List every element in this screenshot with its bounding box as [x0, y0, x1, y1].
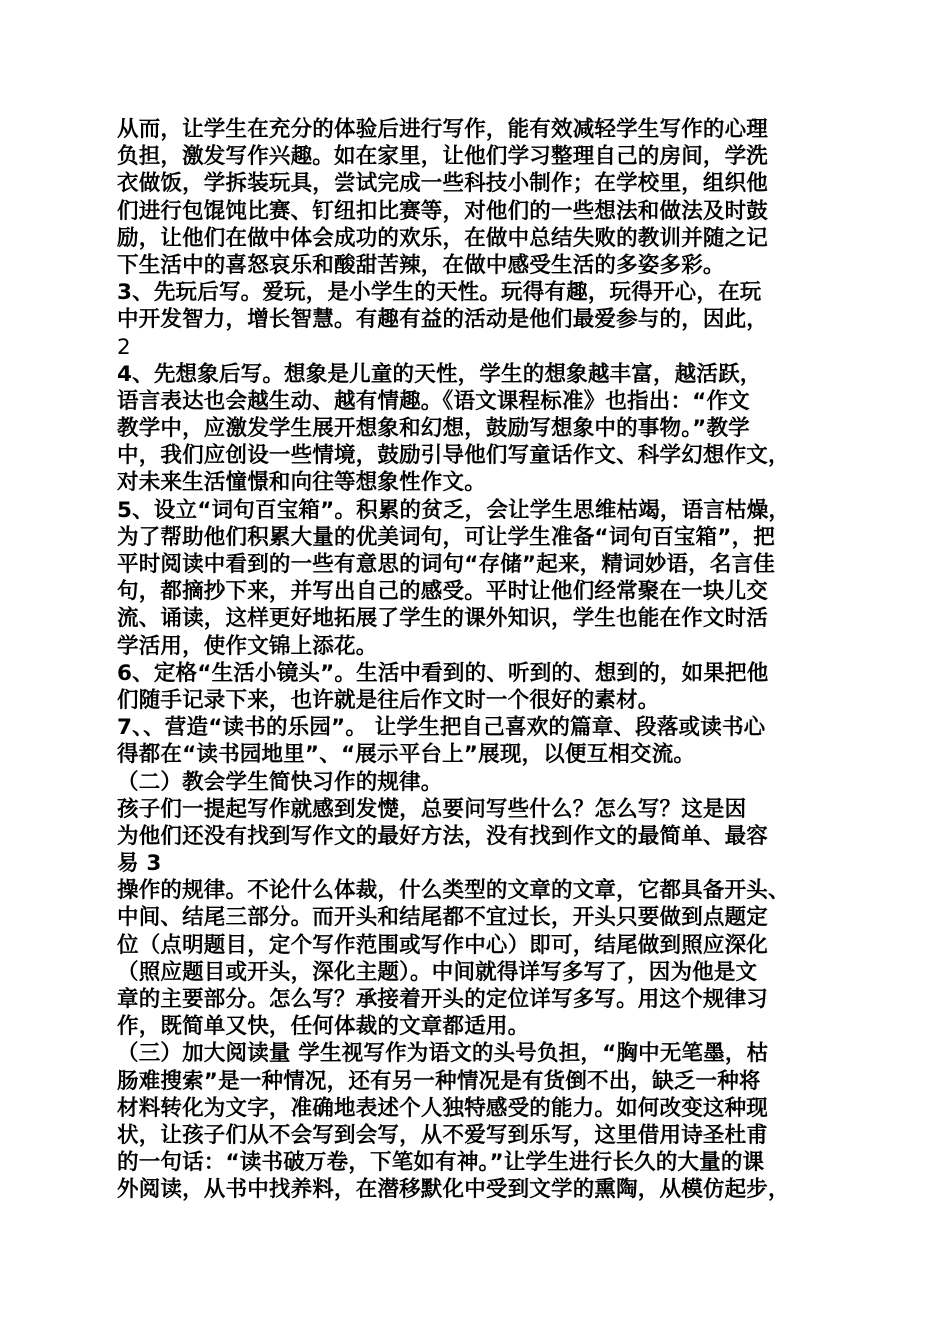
text-line: 句，都摘抄下来，并写出自己的感受。平时让他们经常聚在一块儿交	[117, 579, 769, 605]
text-line: 材料转化为文字，准确地表述个人独特感受的能力。如何改变这种现	[117, 1095, 769, 1121]
text-line: 章的主要部分。怎么写？承接着开头的定位详写多写。用这个规律习	[117, 987, 769, 1012]
text-line: 易 3	[117, 851, 162, 877]
text-line: 下生活中的喜怒哀乐和酸甜苦辣，在做中感受生活的多姿多彩。	[117, 252, 725, 278]
text-line: 3、先玩后写。爱玩，是小学生的天性。玩得有趣，玩得开心，在玩	[117, 280, 762, 306]
text-line: 流、诵读，这样更好地拓展了学生的课外知识，学生也能在作文时活	[117, 606, 769, 632]
text-line: 们随手记录下来，也许就是往后作文时一个很好的素材。	[117, 687, 660, 713]
text-line: 外阅读，从书中找养料，在潜移默化中受到文学的熏陶，从模仿起步，	[117, 1177, 790, 1203]
text-line: 语言表达也会越生动、越有情趣。《语文课程标准》也指出：“作文	[117, 388, 750, 414]
text-line: 肠难搜索”是一种情况，还有另一种情况是有货倒不出，缺乏一种将	[117, 1068, 761, 1094]
page-number: 2	[117, 334, 131, 360]
text-line: 衣做饭，学拆装玩具，尝试完成一些科技小制作；在学校里，组织他	[117, 171, 769, 197]
section-heading: （二）教会学生简快习作的规律。	[117, 769, 443, 795]
text-line: 对未来生活憧憬和向往等想象性作文。	[117, 470, 486, 496]
text-line: 状，让孩子们从不会写到会写，从不爱写到乐写，这里借用诗圣杜甫	[117, 1122, 769, 1148]
text-line: （照应题目或开头，深化主题）。中间就得详写多写了，因为他是文	[117, 959, 758, 985]
text-line: 学活用，使作文锦上添花。	[117, 633, 378, 659]
text-line: 平时阅读中看到的一些有意思的词句“存储”起来，精词妙语，名言佳	[117, 552, 775, 577]
text-line: 为了帮助他们积累大量的优美词句，可让学生准备“词句百宝箱”，把	[117, 524, 775, 550]
text-line: 中，我们应创设一些情境，鼓励引导他们写童话作文、科学幻想作文，	[117, 443, 790, 469]
text-line: 操作的规律。不论什么体裁，什么类型的文章的文章，它都具备开头、	[117, 878, 790, 904]
text-line: 负担，激发写作兴趣。如在家里，让他们学习整理自己的房间，学洗	[117, 144, 769, 170]
text-line: 5、设立“词句百宝箱”。积累的贫乏，会让学生思维枯竭，语言枯燥，	[117, 497, 791, 523]
text-line: 孩子们一提起写作就感到发憷，总要问写些什么？怎么写？这是因	[117, 796, 747, 822]
text-line: 励，让他们在做中体会成功的欢乐，在做中总结失败的教训并随之记	[117, 225, 769, 251]
text-line: 们进行包馄饨比赛、钉纽扣比赛等，对他们的一些想法和做法及时鼓	[117, 198, 769, 224]
text-line: 的一句话：“读书破万卷，下笔如有神。”让学生进行长久的大量的课	[117, 1150, 765, 1176]
text-line: 7、、营造“读书的乐园”。 让学生把自己喜欢的篇章、段落或读书心	[117, 715, 766, 741]
text-line: 中开发智力，增长智慧。有趣有益的活动是他们最爱参与的，因此，	[117, 307, 769, 333]
text-line: 作，既简单又快，任何体裁的文章都适用。	[117, 1014, 530, 1040]
document-body	[117, 116, 847, 1204]
text-line: （三）加大阅读量 学生视写作为语文的头号负担，“胸中无笔墨，枯	[117, 1041, 769, 1067]
text-line: 6、定格“生活小镜头”。生活中看到的、听到的、想到的，如果把他	[117, 660, 769, 686]
text-line: 从而，让学生在充分的体验后进行写作，能有效减轻学生写作的心理	[117, 117, 769, 142]
text-line: 位（点明题目，定个写作范围或写作中心）即可，结尾做到照应深化	[117, 932, 769, 958]
text-line: 中间、结尾三部分。而开头和结尾都不宜过长，开头只要做到点题定	[117, 905, 769, 931]
text-line: 得都在“读书园地里”、“展示平台上”展现，以便互相交流。	[117, 742, 696, 768]
text-line: 为他们还没有找到写作文的最好方法，没有找到作文的最简单、最容	[117, 823, 769, 849]
text-line: 4、先想象后写。想象是儿童的天性，学生的想象越丰富，越活跃，	[117, 361, 762, 387]
text-line: 教学中，应激发学生展开想象和幻想，鼓励写想象中的事物。”教学	[117, 416, 750, 442]
